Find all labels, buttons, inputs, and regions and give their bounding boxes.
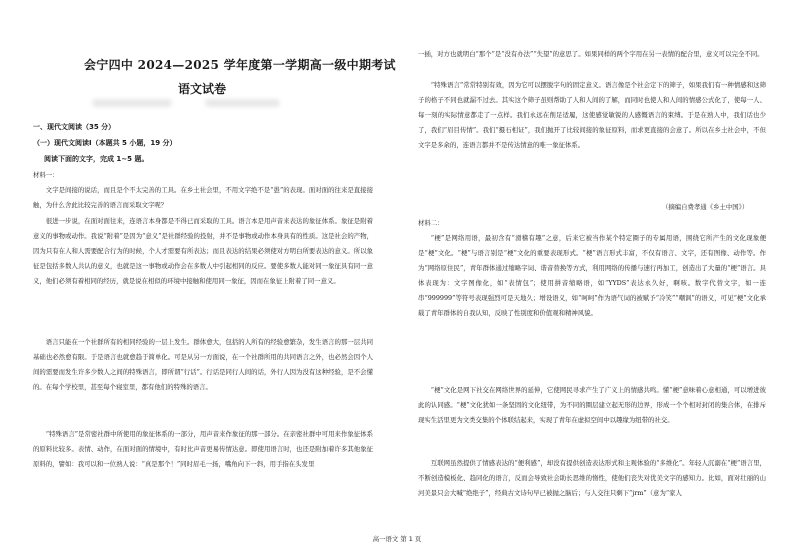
left-paragraph-2: 很进一步说，在面对面往来，连语言本身都是不得已而采取的工具。语言本是用声音来表达的象征体系。象征是附着意义的事物或动作。我说“附着”是因为“意义”是社群经验的投射，并不是事物或动作本身具有的性质。这是社会的产物，因为只有在人和人需要配合行为的时候，个人才需要有所表达；而且表达的结果必须使对方明白所要表达的意义。所以象征是包括多数人共认的意义，也就是这一事物或动作会在多数人中引起相同的反应。要使多数人能对同一象征具有同一意义，他们必须有着相同的经历，就是说在相似的环境中接触和使用同一象征，因而在象征上附着了同一意义。 [33,217,373,286]
left-paragraph-3: 语言只能在一个社群所有的相同经验的一层上发生。群体愈大，包括的人所有的经验愈繁杂，发生语言的那一层共同基础也必然愈有限。于是语言也就愈趋于简单化。可是从另一方面说，在一个社群所用的共同语言之外，也必然会因个人间的需要而发生许多少数人之间的特殊语言，即所谓“行话”。行话是同行人间的话，外行人因为没有这种经验，是不会懂的。在每个学校里，甚至每个寝室里，都有他们的特殊的语言。 [33,338,373,392]
right-paragraph-3: “梗”是网络用语，最初含有“滑稽有趣”之意，后来它被当作某个特定圈子的专属用语，围绕它所产生的文化现象便是“梗”文化。“梗”与语言别是“梗”文化的重要表现形式。“梗”语言形式丰富，不仅有语言、文字，还有图像、动作等。作为“网络原住民”，青年群体通过缩略字词、谐音替换等方式，利用网络的传播与速行再加工，创造出了大量的“梗”语言。具体表现为：文字图像化，如“表情包”；使用拼音缩略语，如“YYDS”表达永久好，啊咳。数字代替文字，如一连串“999999”等符号表现强烈可是天地久；增设语义，如“呵呵”作为语气词的被赋予“冷笑”“嘲讽”的语义，可见“梗”文化承载了青年群体的自我认知，反映了性别度和价值观和精神风貌。 [418,234,766,318]
redacted-info-1 [92,99,172,107]
left-paragraph-1: 文字是间接的说话，而且是个不太完善的工具。在乡土社会里，不用文字绝不是“愚”的表现。面对面的往来是直接接触，为什么舍此比较完善的语言而采取文字呢？ [33,186,373,210]
section-heading: 一、现代文阅读（35 分） [33,123,116,131]
subject-title: 语文试卷 [178,82,227,96]
citation: （摘编自费孝通《乡土中国》） [662,203,749,211]
left-paragraph-4: “特殊语言”是常密社群中所使用的象征体系的一部分，用声音来作象征的那一部分。在亲密社群中可用来作象征体系的原料比较多。表情、动作，在面对面的情境中，有时比声音更易传情达意。即使用语言时，也还是附加着许多其他象征原料的，譬如：我可以和一位熟人说：“真是那个！”同时眉毛一扬，嘴角向下一斜，用手指在头发里 [33,430,373,469]
right-paragraph-2: “特殊语言”常常特别有效，因为它可以摆脱字句的固定意义。语言像是个社会定下的筛子，如果我们有一种情感和这筛子的格子不同也就漏不过去。其实这个筛子虽则帮助了人和人间的了解，而同时也使人和人间的情感公式化了，使每一人、每一刻的实际情意都走了一点样。我们永远在削足适履，这使感觉敏锐的人感慨语言的束缚。于是在熟人中，我们话也少了，我们“眉目传情”。我们“摄石相证”，我们抛开了比较间接的象征原料，而求更直接的会意了。所以在乡土社会中，不但文字是多余的，连语言都并不是传达情意的唯一象征体系。 [418,81,766,150]
page-footer: 高一语文 第 1 页 [372,535,422,543]
exam-title: 会宁四中 2024—2025 学年度第一学期高一级中期考试 [84,58,396,72]
material2-label: 材料二： [418,219,444,227]
instruction: 阅读下面的文字，完成 1~5 题。 [44,155,149,163]
redacted-info-2 [205,99,280,107]
right-paragraph-4: “梗”文化是网下社交在网络世界的延伸，它使网民寻求产生了广义上的情感共鸣。懂“梗”意味着心意相通，可以增进彼此的认同感。“梗”文化犹如一条坚固的文化纽带，为不同的圈层建立起无形的边界，形成一个个相对封闭的集合体，在排斥现实生活里更为文类交集的个体联结起来，实现了青年在虚拟空间中以趣缘为纽带的社交。 [418,386,766,425]
right-paragraph-5: 互联网虽然提供了情感表达的“便利感”，却没有提供创造表达形式和主观体验的“多维化”。年轻人沉溺在“梗”语言里，不断创造模板化、趋同化的语言，反而会导致社会助长思维的惰性，使他们丧失对优美文字的感知力。比如，面对壮丽的山河美景只会大喊“绝绝子”，经典古文诗句早已被抛之脑后；与人交往只剩下“jrm”（意为“家人 [418,459,766,498]
subsection-heading: （一）现代文阅读Ⅰ（本题共 5 小题，19 分） [33,139,177,147]
right-paragraph-1: 一插，对方也就明白“那个”是“没有办法”“失望”的意思了。如果同样的两个字用在另一表情的配合里，意义可以完全不同。 [418,50,764,58]
material1-label: 材料一： [33,171,59,179]
